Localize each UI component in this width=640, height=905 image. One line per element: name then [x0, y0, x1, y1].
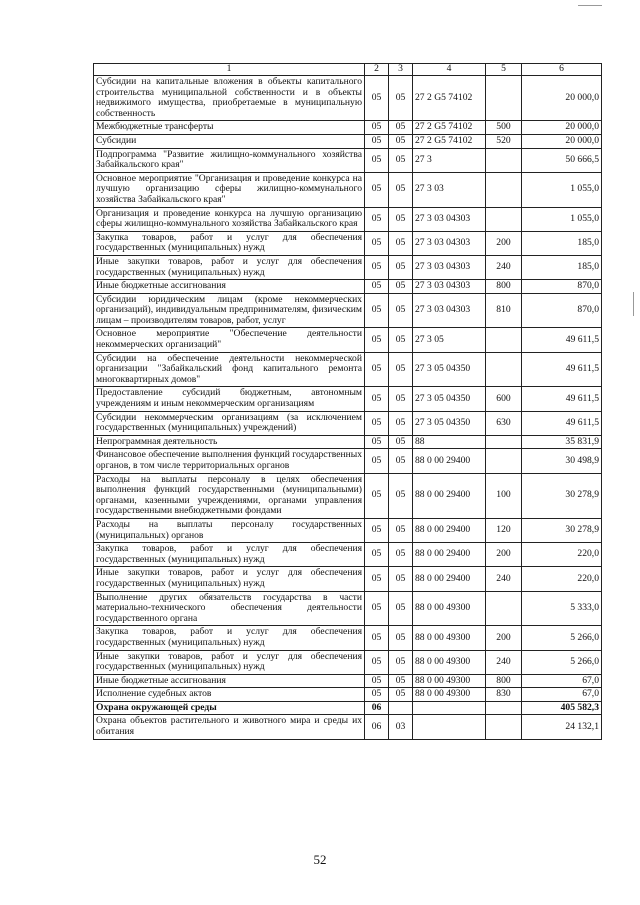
target-article-cell: 88 0 00 49300 — [413, 674, 486, 688]
subsection-cell: 05 — [389, 352, 413, 387]
row-name-cell: Предоставление субсидий бюджетным, автономным учреждениям и иным некоммерческим организациям — [94, 387, 365, 411]
row-name-cell: Межбюджетные трансферты — [94, 121, 365, 135]
target-article-cell: 88 0 00 29400 — [413, 567, 486, 591]
expense-type-cell: 120 — [486, 518, 522, 542]
row-name-cell: Субсидии на капитальные вложения в объекты капитального строительства муниципальной собственности и в объекты недвижимого имущества, приобретаемые в муниципальную собственность — [94, 76, 365, 121]
expense-type-cell — [486, 591, 522, 626]
row-name-cell: Иные закупки товаров, работ и услуг для обеспечения государственных (муниципальных) нужд — [94, 255, 365, 279]
table-row — [94, 715, 602, 739]
subsection-cell: 05 — [389, 518, 413, 542]
amount-cell: 35 831,9 — [522, 435, 602, 449]
header-cell: 3 — [389, 64, 413, 76]
amount-cell: 220,0 — [522, 543, 602, 567]
section-cell: 05 — [365, 449, 389, 473]
amount-cell: 5 266,0 — [522, 650, 602, 674]
table-row — [94, 172, 602, 207]
subsection-cell: 05 — [389, 76, 413, 121]
subsection-cell: 05 — [389, 134, 413, 148]
expense-type-cell: 520 — [486, 134, 522, 148]
amount-cell: 870,0 — [522, 293, 602, 328]
row-name-cell: Иные закупки товаров, работ и услуг для обеспечения государственных (муниципальных) нужд — [94, 650, 365, 674]
target-article-cell: 88 0 00 49300 — [413, 650, 486, 674]
row-name-cell: Субсидии некоммерческим организациям (за исключением государственных (муниципальных) учреждений) — [94, 411, 365, 435]
table-row — [94, 76, 602, 121]
expense-type-cell: 240 — [486, 255, 522, 279]
expense-type-cell: 200 — [486, 543, 522, 567]
expense-type-cell — [486, 449, 522, 473]
expense-type-cell: 830 — [486, 688, 522, 702]
amount-cell: 20 000,0 — [522, 76, 602, 121]
target-article-cell: 88 0 00 49300 — [413, 591, 486, 626]
table-row — [94, 387, 602, 411]
table-row — [94, 591, 602, 626]
expense-type-cell: 100 — [486, 473, 522, 518]
table-row — [94, 650, 602, 674]
amount-cell: 5 266,0 — [522, 626, 602, 650]
table-row — [94, 449, 602, 473]
target-article-cell: 27 3 03 04303 — [413, 231, 486, 255]
table-row — [94, 688, 602, 702]
subsection-cell: 05 — [389, 688, 413, 702]
section-cell: 05 — [365, 411, 389, 435]
section-cell: 05 — [365, 231, 389, 255]
amount-cell: 50 666,5 — [522, 148, 602, 172]
expense-type-cell — [486, 328, 522, 352]
row-name-cell: Закупка товаров, работ и услуг для обеспечения государственных (муниципальных) нужд — [94, 626, 365, 650]
subsection-cell — [389, 701, 413, 715]
expense-type-cell: 240 — [486, 567, 522, 591]
header-cell: 4 — [413, 64, 486, 76]
subsection-cell: 05 — [389, 280, 413, 294]
target-article-cell: 88 0 00 29400 — [413, 449, 486, 473]
amount-cell: 20 000,0 — [522, 134, 602, 148]
subsection-cell: 05 — [389, 411, 413, 435]
section-cell: 05 — [365, 387, 389, 411]
amount-cell: 5 333,0 — [522, 591, 602, 626]
table-row — [94, 473, 602, 518]
row-name-cell: Подпрограмма "Развитие жилищно-коммунального хозяйства Забайкальского края" — [94, 148, 365, 172]
section-cell: 05 — [365, 255, 389, 279]
subsection-cell: 05 — [389, 567, 413, 591]
amount-cell: 405 582,3 — [522, 701, 602, 715]
table-row — [94, 328, 602, 352]
target-article-cell: 27 3 03 04303 — [413, 255, 486, 279]
row-name-cell: Субсидии — [94, 134, 365, 148]
target-article-cell: 27 2 G5 74102 — [413, 121, 486, 135]
target-article-cell: 27 3 03 04303 — [413, 293, 486, 328]
table-row — [94, 411, 602, 435]
header-cell: 6 — [522, 64, 602, 76]
expense-type-cell — [486, 148, 522, 172]
expense-type-cell: 800 — [486, 674, 522, 688]
section-cell: 05 — [365, 435, 389, 449]
expense-type-cell: 500 — [486, 121, 522, 135]
expense-type-cell: 810 — [486, 293, 522, 328]
subsection-cell: 05 — [389, 591, 413, 626]
amount-cell: 49 611,5 — [522, 352, 602, 387]
amount-cell: 870,0 — [522, 280, 602, 294]
table-row — [94, 255, 602, 279]
target-article-cell: 88 0 00 29400 — [413, 518, 486, 542]
subsection-cell: 05 — [389, 293, 413, 328]
expense-type-cell — [486, 701, 522, 715]
row-name-cell: Исполнение судебных актов — [94, 688, 365, 702]
page-number: 52 — [313, 852, 327, 867]
section-cell: 05 — [365, 121, 389, 135]
target-article-cell — [413, 715, 486, 739]
subsection-cell: 05 — [389, 626, 413, 650]
target-article-cell: 27 3 — [413, 148, 486, 172]
section-cell: 05 — [365, 518, 389, 542]
subsection-cell: 05 — [389, 387, 413, 411]
row-name-cell: Организация и проведение конкурса на лучшую организацию сферы жилищно-коммунального хозяйства Забайкальского края — [94, 207, 365, 231]
row-name-cell: Основное мероприятие "Обеспечение деятельности некоммерческих организаций" — [94, 328, 365, 352]
row-name-cell: Основное мероприятие "Организация и проведение конкурса на лучшую организацию сферы жилищно-коммунального хозяйства Забайкальского края" — [94, 172, 365, 207]
target-article-cell: 27 2 G5 74102 — [413, 134, 486, 148]
section-cell: 05 — [365, 626, 389, 650]
expense-type-cell: 240 — [486, 650, 522, 674]
target-article-cell: 27 3 05 04350 — [413, 411, 486, 435]
section-cell: 05 — [365, 543, 389, 567]
table-row — [94, 280, 602, 294]
target-article-cell: 27 3 05 04350 — [413, 387, 486, 411]
header-cell: 5 — [486, 64, 522, 76]
row-name-cell: Выполнение других обязательств государства в части материально-технического обеспечения деятельности государственного органа — [94, 591, 365, 626]
target-article-cell — [413, 701, 486, 715]
section-cell: 05 — [365, 328, 389, 352]
amount-cell: 220,0 — [522, 567, 602, 591]
expense-type-cell: 600 — [486, 387, 522, 411]
section-cell: 05 — [365, 293, 389, 328]
section-cell: 05 — [365, 567, 389, 591]
table-row — [94, 701, 602, 715]
table-row — [94, 435, 602, 449]
section-cell: 05 — [365, 352, 389, 387]
section-cell: 05 — [365, 134, 389, 148]
expense-type-cell — [486, 352, 522, 387]
amount-cell: 1 055,0 — [522, 207, 602, 231]
expense-type-cell — [486, 715, 522, 739]
subsection-cell: 05 — [389, 172, 413, 207]
section-cell: 05 — [365, 76, 389, 121]
table-row — [94, 293, 602, 328]
expense-type-cell — [486, 207, 522, 231]
target-article-cell: 88 0 00 29400 — [413, 543, 486, 567]
amount-cell: 67,0 — [522, 674, 602, 688]
target-article-cell: 27 3 03 — [413, 172, 486, 207]
subsection-cell: 05 — [389, 148, 413, 172]
subsection-cell: 05 — [389, 473, 413, 518]
row-name-cell: Субсидии на обеспечение деятельности некоммерческой организации "Забайкальский фонд капитального ремонта многоквартирных домов" — [94, 352, 365, 387]
subsection-cell: 05 — [389, 255, 413, 279]
subsection-cell: 05 — [389, 650, 413, 674]
row-name-cell: Субсидии юридическим лицам (кроме некоммерческих организаций), индивидуальным предпринимателям, физическим лицам – производителям товаров, работ, услуг — [94, 293, 365, 328]
expense-type-cell — [486, 435, 522, 449]
target-article-cell: 27 3 03 04303 — [413, 207, 486, 231]
section-cell: 05 — [365, 172, 389, 207]
amount-cell: 1 055,0 — [522, 172, 602, 207]
row-name-cell: Расходы на выплаты персоналу в целях обеспечения выполнения функций государственными (муниципальными) органами, казенными учреждениями, органами управления государственными внебюджетными фондами — [94, 473, 365, 518]
section-cell: 05 — [365, 280, 389, 294]
row-name-cell: Закупка товаров, работ и услуг для обеспечения государственных (муниципальных) нужд — [94, 231, 365, 255]
header-cell: 1 — [94, 64, 365, 76]
table-row — [94, 352, 602, 387]
section-cell: 06 — [365, 701, 389, 715]
section-cell: 05 — [365, 207, 389, 231]
amount-cell: 30 498,9 — [522, 449, 602, 473]
target-article-cell: 88 — [413, 435, 486, 449]
header-cell: 2 — [365, 64, 389, 76]
amount-cell: 185,0 — [522, 255, 602, 279]
table-row — [94, 567, 602, 591]
expense-type-cell — [486, 172, 522, 207]
amount-cell: 30 278,9 — [522, 473, 602, 518]
table-header-row — [94, 64, 602, 76]
target-article-cell: 27 3 05 04350 — [413, 352, 486, 387]
scan-mark-top-right — [578, 5, 602, 6]
subsection-cell: 05 — [389, 231, 413, 255]
row-name-cell: Иные закупки товаров, работ и услуг для обеспечения государственных (муниципальных) нужд — [94, 567, 365, 591]
amount-cell: 185,0 — [522, 231, 602, 255]
amount-cell: 67,0 — [522, 688, 602, 702]
subsection-cell: 05 — [389, 207, 413, 231]
target-article-cell: 27 3 05 — [413, 328, 486, 352]
row-name-cell: Непрограммная деятельность — [94, 435, 365, 449]
scan-mark-right — [633, 292, 634, 316]
amount-cell: 49 611,5 — [522, 411, 602, 435]
table-row — [94, 543, 602, 567]
section-cell: 05 — [365, 650, 389, 674]
amount-cell: 49 611,5 — [522, 328, 602, 352]
row-name-cell: Финансовое обеспечение выполнения функций государственных органов, в том числе территориальных органов — [94, 449, 365, 473]
row-name-cell: Охрана объектов растительного и животного мира и среды их обитания — [94, 715, 365, 739]
target-article-cell: 27 3 03 04303 — [413, 280, 486, 294]
table-body — [94, 76, 602, 740]
table-row — [94, 518, 602, 542]
table-row — [94, 231, 602, 255]
subsection-cell: 05 — [389, 328, 413, 352]
table-row — [94, 674, 602, 688]
subsection-cell: 05 — [389, 674, 413, 688]
expense-type-cell — [486, 76, 522, 121]
amount-cell: 24 132,1 — [522, 715, 602, 739]
section-cell: 05 — [365, 674, 389, 688]
table-row — [94, 207, 602, 231]
expense-type-cell: 200 — [486, 626, 522, 650]
section-cell: 05 — [365, 591, 389, 626]
section-cell: 05 — [365, 688, 389, 702]
target-article-cell: 88 0 00 49300 — [413, 688, 486, 702]
row-name-cell: Охрана окружающей среды — [94, 701, 365, 715]
subsection-cell: 05 — [389, 543, 413, 567]
expense-type-cell: 200 — [486, 231, 522, 255]
section-cell: 06 — [365, 715, 389, 739]
row-name-cell: Расходы на выплаты персоналу государственных (муниципальных) органов — [94, 518, 365, 542]
row-name-cell: Закупка товаров, работ и услуг для обеспечения государственных (муниципальных) нужд — [94, 543, 365, 567]
section-cell: 05 — [365, 148, 389, 172]
amount-cell: 49 611,5 — [522, 387, 602, 411]
target-article-cell: 88 0 00 29400 — [413, 473, 486, 518]
subsection-cell: 03 — [389, 715, 413, 739]
budget-table — [93, 63, 602, 740]
table-row — [94, 134, 602, 148]
target-article-cell: 27 2 G5 74102 — [413, 76, 486, 121]
row-name-cell: Иные бюджетные ассигнования — [94, 674, 365, 688]
table-row — [94, 121, 602, 135]
target-article-cell: 88 0 00 49300 — [413, 626, 486, 650]
expense-type-cell: 800 — [486, 280, 522, 294]
subsection-cell: 05 — [389, 121, 413, 135]
row-name-cell: Иные бюджетные ассигнования — [94, 280, 365, 294]
subsection-cell: 05 — [389, 449, 413, 473]
subsection-cell: 05 — [389, 435, 413, 449]
amount-cell: 20 000,0 — [522, 121, 602, 135]
expense-type-cell: 630 — [486, 411, 522, 435]
table-row — [94, 626, 602, 650]
section-cell: 05 — [365, 473, 389, 518]
table-row — [94, 148, 602, 172]
amount-cell: 30 278,9 — [522, 518, 602, 542]
